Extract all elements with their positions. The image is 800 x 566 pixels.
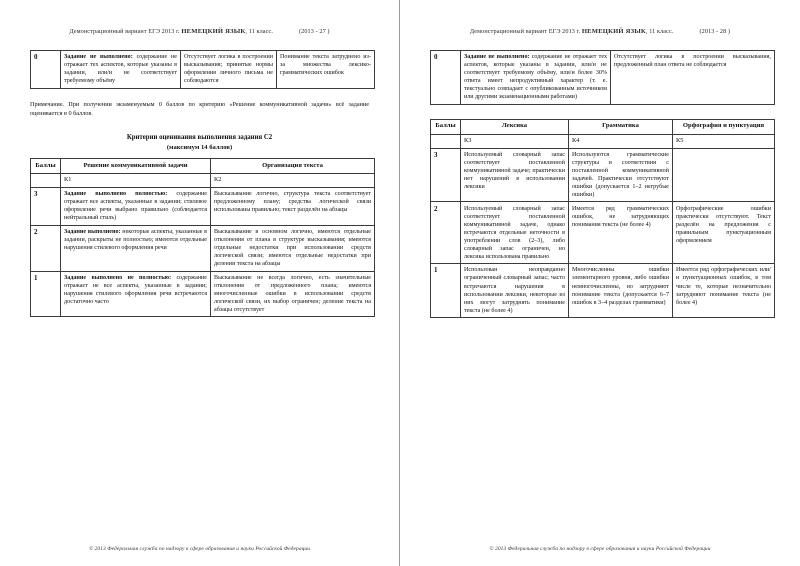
table-k3-k4-k5: [430, 119, 775, 318]
table-code-row: [31, 173, 375, 187]
cell-k1: [61, 225, 211, 271]
cell-rest: некоторые аспекты, указанные в задании, раскрыты не полностью; имеются отдельные нарушения стилевого оформления речи: [64, 228, 207, 251]
footer-text: © 2013 Федеральная служба по надзору в сфере образования и науки Российской Федерации: [88, 546, 311, 552]
running-head-text: Демонстрационный вариант ЕГЭ 2013 г. НЕМЕЦКИЙ ЯЗЫК, 11 класс.: [469, 28, 674, 35]
code-score: [431, 134, 461, 148]
header-score: Баллы: [31, 159, 61, 174]
cell-score: 0: [431, 51, 461, 105]
cell-k4: Имеется ряд грамматических ошибок, не затрудняющих понимания текста (не более 4): [569, 202, 673, 264]
cell-k3: Используемый словарный запас соответствует поставленной коммуникативной задаче; практически нет нарушений в использовании лексики: [461, 148, 569, 202]
cell-k1: [61, 187, 211, 225]
table-row: [31, 271, 375, 317]
cell-lead: Задание выполнено не полностью:: [64, 274, 172, 281]
code-k1: К1: [61, 173, 211, 187]
cell-k2: Высказывание не всегда логично, есть значительные отклонения от предложенного плана; имеются многочисленные ошибки в использовании средств логической связи, их выбор ограничен; деление текста на абзацы отсутствует: [211, 271, 375, 317]
footer-text: © 2013 Федеральная служба по надзору в сфере образования и науки Российской Федерации: [489, 546, 711, 552]
cell-k3: Использован неоправданно ограниченный словарный запас; часто встречаются нарушения в использовании лексики, некоторые из них могут затруднять понимание текста (не более 4): [461, 264, 569, 318]
page-marker: (2013 - 27 ): [298, 28, 330, 35]
running-head-right: [428, 0, 772, 35]
header-k3: Лексика: [461, 119, 569, 134]
cell-k2: Высказывание в основном логично, имеются отдельные отклонения от плана в структуре высказывания; имеются отдельные недостатки при использовании средств логической связи; имеются отдельные недостатки при делении текста на абзацы: [211, 225, 375, 271]
table-c2-criteria: [30, 158, 375, 317]
cell-rest: содержание не отражает тех аспектов, которые указаны в задании, или/и не соответствует требуемому объёму: [64, 54, 177, 85]
page-footer-left: [56, 546, 343, 552]
cell-lead: Задание не выполнено:: [464, 54, 530, 61]
running-head-text: Демонстрационный вариант ЕГЭ 2013 г. НЕМЕЦКИЙ ЯЗЫК, 11 класс.: [69, 28, 273, 35]
page-right: [400, 0, 800, 566]
cell-score: 3: [31, 187, 61, 225]
cell-k4: Используются грамматические структуры в соответствии с поставленной коммуникативной задачей. Практически отсутствуют ошибки (допускается 1–2 негрубые ошибки): [569, 148, 673, 202]
cell-k1: [61, 51, 181, 89]
cell-k2: Отсутствует логика в построении высказывания, предложенный план ответа не соблюдается: [611, 51, 775, 105]
table-c1-continued: [30, 50, 375, 89]
section-title: [28, 133, 371, 152]
code-k5: К5: [673, 134, 775, 148]
cell-k2: Отсутствует логика в построении высказывания; принятые нормы оформления личного письма не соблюдаются: [181, 51, 277, 89]
code-score: [31, 173, 61, 187]
table-row: [431, 51, 775, 105]
header-score: Баллы: [431, 119, 461, 134]
cell-k5: [673, 148, 775, 202]
cell-rest: содержание отражает все аспекты, указанные в задании; стилевое оформление речи выбрано правильно (соблюдается нейтральный стиль): [64, 190, 207, 222]
running-head-left: [28, 0, 371, 35]
table-row: [431, 202, 775, 264]
code-k4: К4: [569, 134, 673, 148]
note-text: Примечание. При получении экзаменуемым 0 баллов по критерию «Решение коммуникативной задачи» всё задание оценивается в 0 баллов.: [30, 100, 369, 117]
table-row: [31, 187, 375, 225]
cell-k1: [461, 51, 611, 105]
table-header-row: [431, 119, 775, 134]
section-title-line2: (максимум 14 баллов): [166, 143, 233, 151]
cell-score: 2: [31, 225, 61, 271]
header-k4: Грамматика: [569, 119, 673, 134]
cell-lead: Задание не выполнено:: [64, 54, 133, 61]
table-row: [431, 264, 775, 318]
cell-k3: Используемый словарный запас соответствует поставленной коммуникативной задаче, однако встречаются отдельные неточности в употреблении слов (2–3), либо словарный запас ограничен, но лексика использована правильно: [461, 202, 569, 264]
page-marker: (2013 - 28 ): [699, 28, 731, 35]
cell-score: 1: [31, 271, 61, 317]
cell-score: 1: [431, 264, 461, 318]
table-row: [431, 148, 775, 202]
table-code-row: [431, 134, 775, 148]
table-row: [31, 51, 375, 89]
table-header-row: [31, 159, 375, 174]
cell-score: 0: [31, 51, 61, 89]
table-c2-continued: [430, 50, 775, 105]
cell-lead: Задание выполнено:: [64, 228, 121, 235]
section-title-line1: Критерии оценивания выполнения задания С2: [126, 133, 273, 141]
page-footer-right: [456, 546, 744, 552]
cell-rest: содержание отражает не все аспекты, указанные в задании; нарушения стилевого оформления речи встречаются достаточно часто: [64, 274, 208, 305]
cell-score: 3: [431, 148, 461, 202]
cell-lead: Задание выполнено полностью:: [64, 190, 168, 197]
cell-k5: Орфографические ошибки практически отсутствуют. Текст разделён на предложения с правильным пунктуационным оформлением: [673, 202, 775, 264]
code-k3: К3: [461, 134, 569, 148]
cell-k2: Высказывание логично, структура текста соответствует предложенному плану; средства логической связи использованы правильно; текст разделён на абзацы: [211, 187, 375, 225]
cell-k4: Многочисленны ошибки элементарного уровня, либо ошибки немногочисленны, но затрудняют понимание текста (допускается 6–7 ошибок в 3–4 разделах грамматики): [569, 264, 673, 318]
header-k2: Организация текста: [211, 159, 375, 174]
cell-k5: Имеется ряд орфографических или/и пунктуационных ошибок, в том числе те, которые незначительно затрудняют понимание текста (не более 4): [673, 264, 775, 318]
cell-rest: содержание не отражает тех аспектов, которые указаны в задании, или/и не соответствует требуемому объёму, или/и более 30% ответа имеет непродуктивный характер (т. е. текстуально совпадает с опубликованным источником или другими экзаменационными работами): [464, 54, 607, 101]
header-k5: Орфография и пунктуация: [673, 119, 775, 134]
code-k2: К2: [211, 173, 375, 187]
header-k1: Решение коммуникативной задачи: [61, 159, 211, 174]
cell-score: 2: [431, 202, 461, 264]
table-row: [31, 225, 375, 271]
cell-k3: Понимание текста затруднено из-за множества лексико-грамматических ошибок: [277, 51, 375, 89]
cell-k1: [61, 271, 211, 317]
